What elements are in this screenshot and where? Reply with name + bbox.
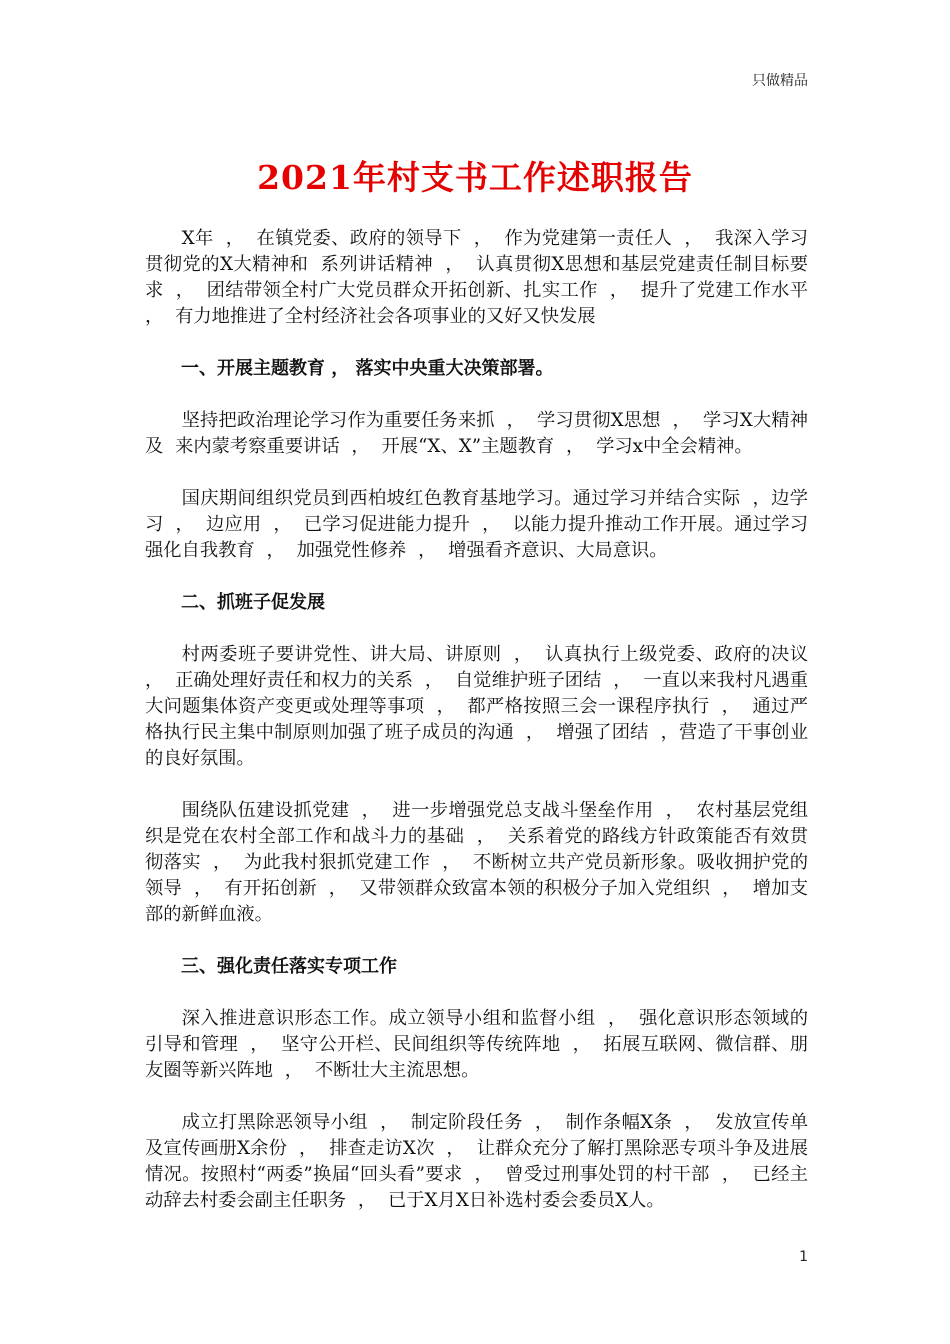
document-body [145, 226, 808, 1240]
document-title: 2021年村支书工作述职报告 [257, 158, 693, 197]
page-number: 1 [799, 1249, 808, 1265]
section-heading-2: 二、抓班子促发展 [181, 592, 325, 613]
section-1-paragraph-1: 坚持把政治理论学习作为重要任务来抓 ， 学习贯彻X思想 ， 学习X大精神及 来内蒙考察重要讲话 ， 开展“X、X”主题教育 ， 学习x中全会精神。 [145, 410, 808, 457]
section-3-paragraph-1: 深入推进意识形态工作。成立领导小组和监督小组 ， 强化意识形态领域的引导和管理 ， 坚守公开栏、民间组织等传统阵地 ， 拓展互联网、微信群、朋友圈等新兴阵地 ， 不断壮大主流思想。 [145, 1008, 808, 1081]
intro-paragraph: X年 ， 在镇党委、政府的领导下 ， 作为党建第一责任人 ， 我深入学习贯彻党的X大精神和 系列讲话精神 ， 认真贯彻X思想和基层党建责任制目标要求 ， 团结带领全村广大党员群众开拓创新、扎实工作 ， 提升了党建工作水平 ， 有力地推进了全村经济社会各项事业的又好又快发展 [145, 228, 808, 327]
section-3-paragraph-2: 成立打黑除恶领导小组 ， 制定阶段任务 ， 制作条幅X条 ， 发放宣传单及宣传画册X余份 ， 排查走访X次 ， 让群众充分了解打黑除恶专项斗争及进展情况。按照村“两委”换届“回头看”要求 ， 曾受过刑事处罚的村干部 ， 已经主动辞去村委会副主任职务 ， 已于X月X日补选村委会委员X人。 [145, 1112, 808, 1211]
section-2-paragraph-1: 村两委班子要讲党性、讲大局、讲原则 ， 认真执行上级党委、政府的决议 ， 正确处理好责任和权力的关系 ， 自觉维护班子团结 ， 一直以来我村凡遇重大问题集体资产变更或处理等事项 ， 都严格按照三会一课程序执行 ， 通过严格执行民主集中制原则加强了班子成员的沟通 ， 增强了团结 ，营造了干事创业的良好氛围。 [145, 644, 808, 769]
section-1-paragraph-2: 国庆期间组织党员到西柏坡红色教育基地学习。通过学习并结合实际 ，边学习 ， 边应用 ， 已学习促进能力提升 ， 以能力提升推动工作开展。通过学习强化自我教育 ， 加强党性修养 ， 增强看齐意识、大局意识。 [145, 488, 808, 561]
section-heading-3: 三、强化责任落实专项工作 [181, 956, 397, 977]
section-2-paragraph-2: 围绕队伍建设抓党建 ， 进一步增强党总支战斗堡垒作用 ， 农村基层党组织是党在农村全部工作和战斗力的基础 ， 关系着党的路线方针政策能否有效贯彻落实 ， 为此我村狠抓党建工作 ， 不断树立共产党员新形象。吸收拥护党的领导 ， 有开拓创新 ， 又带领群众致富本领的积极分子加入党组织 ， 增加支部的新鲜血液。 [145, 800, 808, 925]
section-heading-1: 一、开展主题教育 ， 落实中央重大决策部署。 [181, 358, 554, 379]
page-header-note: 只做精品 [752, 73, 808, 89]
